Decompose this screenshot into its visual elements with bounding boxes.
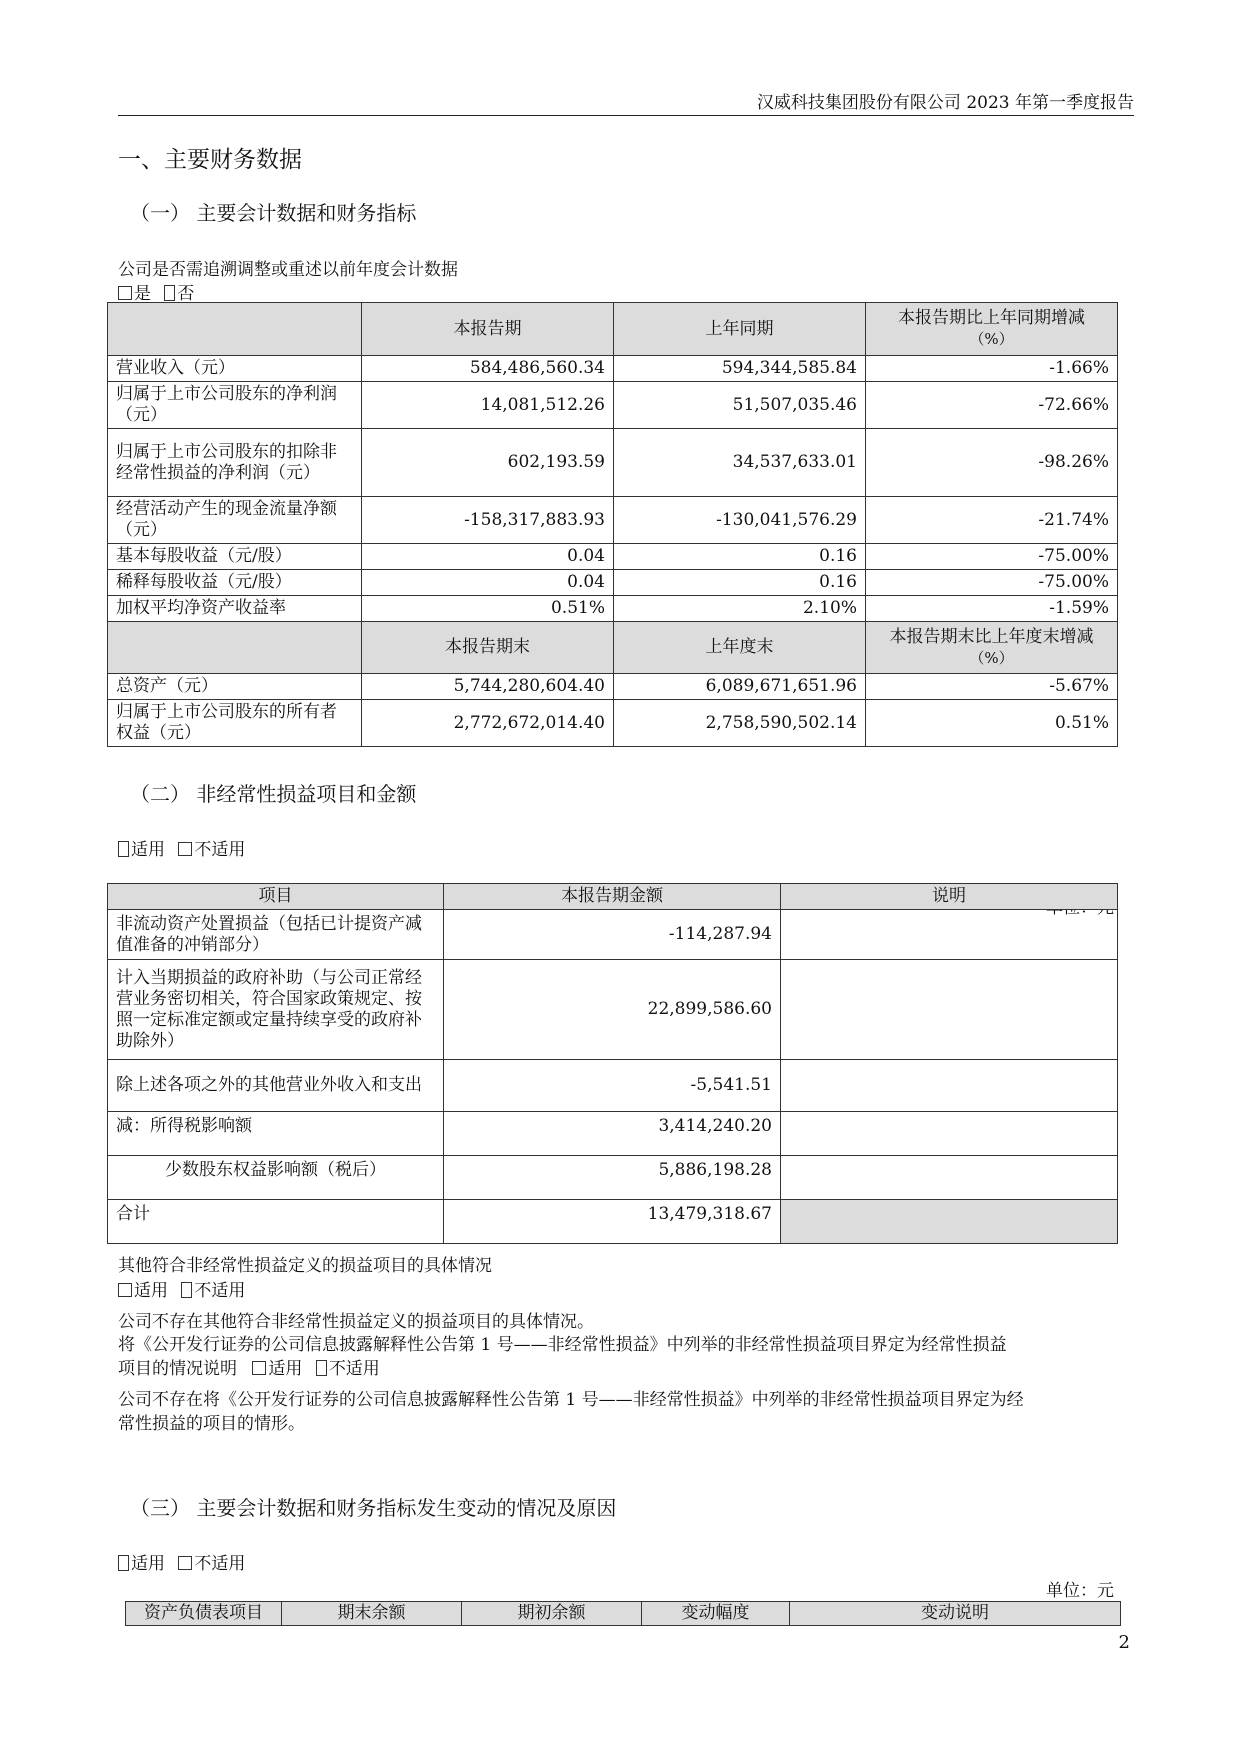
checkbox-applicable[interactable]: [252, 1361, 266, 1375]
row-prior: 0.16: [614, 544, 866, 570]
row-prior: 0.16: [614, 570, 866, 596]
col-amount: 本报告期金额: [444, 884, 781, 910]
checkbox-applicable[interactable]: [118, 1283, 132, 1297]
col-change-2-unit: （%）: [969, 648, 1014, 667]
row-note: [781, 1156, 1118, 1200]
col-change-2: [866, 622, 1118, 674]
applicable-label: 适用: [131, 840, 165, 860]
row-note: [781, 1060, 1118, 1112]
col-change: [866, 303, 1118, 356]
reclass-statement-line-1: 公司不存在将《公开发行证券的公司信息披露解释性公告第 1 号——非经常性损益》中列举的非经常性损益项目界定为经: [118, 1390, 1024, 1410]
table-row: [108, 429, 1118, 497]
table-header-row: [108, 303, 1118, 356]
row-item: 加权平均净资产收益率: [108, 596, 362, 622]
row-amount: 13,479,318.67: [444, 1200, 781, 1244]
subsection-title-1: （一） 主要会计数据和财务指标: [130, 201, 417, 225]
restatement-options: [118, 279, 194, 304]
key-financial-table: [107, 302, 1118, 747]
reclass-line-1: 将《公开发行证券的公司信息披露解释性公告第 1 号——非经常性损益》中列举的非经常性损益项目界定为经常性损益: [118, 1335, 1007, 1355]
row-amount: 5,886,198.28: [444, 1156, 781, 1200]
table-row: [108, 356, 1118, 382]
row-item: 基本每股收益（元/股）: [108, 544, 362, 570]
row-note: [781, 960, 1118, 1060]
row-change: -98.26%: [866, 429, 1118, 497]
table-row: [108, 497, 1118, 544]
col-balance-item: 资产负债表项目: [126, 1602, 282, 1626]
row-item: 除上述各项之外的其他营业外收入和支出: [108, 1060, 444, 1112]
not-applicable-label: 不适用: [328, 1359, 380, 1379]
table-row: [108, 1156, 1118, 1200]
table-header-row-2: [108, 622, 1118, 674]
row-item: 计入当期损益的政府补助（与公司正常经营业务密切相关，符合国家政策规定、按照一定标准定额或定量持续享受的政府补助除外）: [108, 960, 444, 1060]
reclass-line-2: [118, 1354, 380, 1379]
col-change-label: 本报告期比上年同期增减: [898, 308, 1085, 328]
col-opening-balance: 期初余额: [462, 1602, 642, 1626]
checkbox-no-checked[interactable]: [164, 285, 175, 301]
row-current: -158,317,883.93: [362, 497, 614, 544]
unit-label: 单位：元: [1046, 898, 1114, 918]
row-item: 归属于上市公司股东的扣除非经常性损益的净利润（元）: [108, 429, 362, 497]
yes-label: 是: [134, 284, 151, 304]
row-current: 602,193.59: [362, 429, 614, 497]
row-change: -1.59%: [866, 596, 1118, 622]
row-change: -75.00%: [866, 544, 1118, 570]
applicable-label: 适用: [131, 1554, 165, 1574]
col-current-period: 本报告期: [362, 303, 614, 356]
checkbox-not-applicable-checked[interactable]: [316, 1360, 327, 1376]
row-current: 14,081,512.26: [362, 382, 614, 429]
col-prior-year-end: 上年度末: [614, 622, 866, 674]
col-change-range: 变动幅度: [642, 1602, 790, 1626]
table-row: [108, 700, 1118, 747]
col-change-2-label: 本报告期末比上年度末增减: [889, 626, 1094, 647]
checkbox-yes[interactable]: [118, 286, 132, 300]
checkbox-not-applicable[interactable]: [178, 842, 192, 856]
other-items-title: 其他符合非经常性损益定义的损益项目的具体情况: [118, 1256, 492, 1276]
table-row: [108, 1060, 1118, 1112]
header-blank-cell: [108, 622, 362, 674]
non-recurring-table: [107, 883, 1118, 1244]
reclass-statement-line-2: 常性损益的项目的情形。: [118, 1414, 305, 1434]
row-change: -5.67%: [866, 674, 1118, 700]
row-item: 合计: [108, 1200, 444, 1244]
applicable-label: 适用: [134, 1281, 168, 1301]
col-period-end: 本报告期末: [362, 622, 614, 674]
applicable-label: 适用: [268, 1359, 303, 1379]
col-change-unit: （%）: [969, 330, 1014, 348]
table-row: [108, 1112, 1118, 1156]
row-current: 584,486,560.34: [362, 356, 614, 382]
table-header-row: [108, 884, 1118, 910]
row-change: -72.66%: [866, 382, 1118, 429]
header-divider: [118, 115, 1134, 116]
row-amount: 3,414,240.20: [444, 1112, 781, 1156]
not-applicable-label: 不适用: [194, 1281, 246, 1301]
col-item: 项目: [108, 884, 444, 910]
row-prior: 6,089,671,651.96: [614, 674, 866, 700]
subsection-title-2: （二） 非经常性损益项目和金额: [130, 782, 417, 806]
other-items-options: [118, 1276, 245, 1301]
row-current: 0.04: [362, 570, 614, 596]
row-note: [781, 910, 1118, 960]
col-ending-balance: 期末余额: [282, 1602, 462, 1626]
row-prior: -130,041,576.29: [614, 497, 866, 544]
row-item: 总资产（元）: [108, 674, 362, 700]
not-applicable-label: 不适用: [194, 1554, 246, 1574]
applicable-options-3: [118, 1549, 245, 1574]
no-label: 否: [177, 284, 195, 304]
row-item: 稀释每股收益（元/股）: [108, 570, 362, 596]
row-item: 非流动资产处置损益（包括已计提资产减值准备的冲销部分）: [108, 910, 444, 960]
table-row: [108, 570, 1118, 596]
table-row: [108, 596, 1118, 622]
row-prior: 2.10%: [614, 596, 866, 622]
applicable-options-2: [118, 835, 245, 860]
table-row: [108, 960, 1118, 1060]
table-row: [108, 674, 1118, 700]
row-current: 0.51%: [362, 596, 614, 622]
row-change: 0.51%: [866, 700, 1118, 747]
header-blank-cell: [108, 303, 362, 356]
unit-label-3: 单位：元: [1046, 1581, 1114, 1601]
row-prior: 2,758,590,502.14: [614, 700, 866, 747]
report-header: 汉威科技集团股份有限公司 2023 年第一季度报告: [756, 93, 1134, 113]
row-prior: 34,537,633.01: [614, 429, 866, 497]
checkbox-applicable-checked[interactable]: [118, 1555, 129, 1571]
row-item: 营业收入（元）: [108, 356, 362, 382]
table-row: [108, 910, 1118, 960]
row-amount: 22,899,586.60: [444, 960, 781, 1060]
table-row: [108, 382, 1118, 429]
restatement-question: 公司是否需追溯调整或重述以前年度会计数据: [118, 260, 458, 280]
row-amount: -5,541.51: [444, 1060, 781, 1112]
row-change: -21.74%: [866, 497, 1118, 544]
table-row-total: [108, 1200, 1118, 1244]
row-prior: 51,507,035.46: [614, 382, 866, 429]
other-items-statement: 公司不存在其他符合非经常性损益定义的损益项目的具体情况。: [118, 1312, 594, 1332]
row-change: -1.66%: [866, 356, 1118, 382]
row-current: 5,744,280,604.40: [362, 674, 614, 700]
row-item: 减：所得税影响额: [108, 1112, 444, 1156]
row-item: 归属于上市公司股东的所有者权益（元）: [108, 700, 362, 747]
table-row: [108, 544, 1118, 570]
row-note: [781, 1200, 1118, 1244]
checkbox-applicable-checked[interactable]: [118, 841, 129, 857]
not-applicable-label: 不适用: [194, 840, 246, 860]
row-item: 少数股东权益影响额（税后）: [108, 1156, 444, 1200]
page-number: 2: [1118, 1632, 1130, 1653]
checkbox-not-applicable-checked[interactable]: [181, 1282, 192, 1298]
col-change-note: 变动说明: [790, 1602, 1121, 1626]
row-current: 2,772,672,014.40: [362, 700, 614, 747]
row-current: 0.04: [362, 544, 614, 570]
row-change: -75.00%: [866, 570, 1118, 596]
row-prior: 594,344,585.84: [614, 356, 866, 382]
row-item: 经营活动产生的现金流量净额（元）: [108, 497, 362, 544]
row-item: 归属于上市公司股东的净利润（元）: [108, 382, 362, 429]
section-title: 一、主要财务数据: [118, 147, 302, 173]
row-amount: -114,287.94: [444, 910, 781, 960]
subsection-title-3: （三） 主要会计数据和财务指标发生变动的情况及原因: [130, 1496, 617, 1520]
balance-change-table: [125, 1601, 1121, 1626]
table-header-row: [126, 1602, 1121, 1626]
checkbox-not-applicable[interactable]: [178, 1556, 192, 1570]
col-prior-period: 上年同期: [614, 303, 866, 356]
reclass-line-2-text: 项目的情况说明: [118, 1359, 237, 1379]
col-note: 说明: [781, 884, 1118, 910]
row-note: [781, 1112, 1118, 1156]
